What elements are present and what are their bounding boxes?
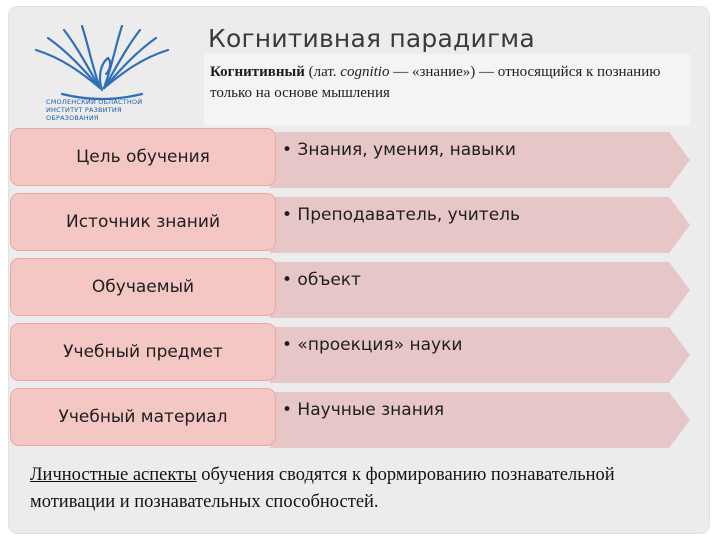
row-label: Учебный предмет xyxy=(10,323,276,381)
definition-part1: (лат. xyxy=(304,64,341,80)
row-learning-goal xyxy=(0,128,720,188)
row-label: Цель обучения xyxy=(10,128,276,186)
footer-rest: обучения сводятся к формированию познавательной мотивации и познавательных способностей. xyxy=(30,465,615,512)
footer-link[interactable]: Личностные аспекты xyxy=(30,465,197,485)
row-value: • объект xyxy=(282,270,361,290)
definition-part2: — «знание») — относящийся к познанию только на основе мышления xyxy=(210,64,661,101)
row-label: Учебный материал xyxy=(10,388,276,446)
row-subject xyxy=(0,323,720,383)
row-label: Обучаемый xyxy=(10,258,276,316)
definition-text xyxy=(210,62,688,104)
row-learner xyxy=(0,258,720,318)
definition-term: Когнитивный xyxy=(210,64,305,80)
slide-title: Когнитивная парадигма xyxy=(208,24,535,53)
row-value: • Научные знания xyxy=(282,400,445,420)
row-value: • «проекция» науки xyxy=(282,335,463,355)
row-value: • Знания, умения, навыки xyxy=(282,140,516,160)
definition-latin: cognitio xyxy=(340,64,390,80)
row-material xyxy=(0,388,720,448)
footer-text xyxy=(30,462,690,516)
logo-caption: СМОЛЕНСКИЙ ОБЛАСТНОЙ ИНСТИТУТ РАЗВИТИЯ ОБРАЗОВАНИЯ xyxy=(46,98,143,122)
row-value: • Преподаватель, учитель xyxy=(282,205,521,225)
row-label: Источник знаний xyxy=(10,193,276,251)
row-knowledge-source xyxy=(0,193,720,253)
